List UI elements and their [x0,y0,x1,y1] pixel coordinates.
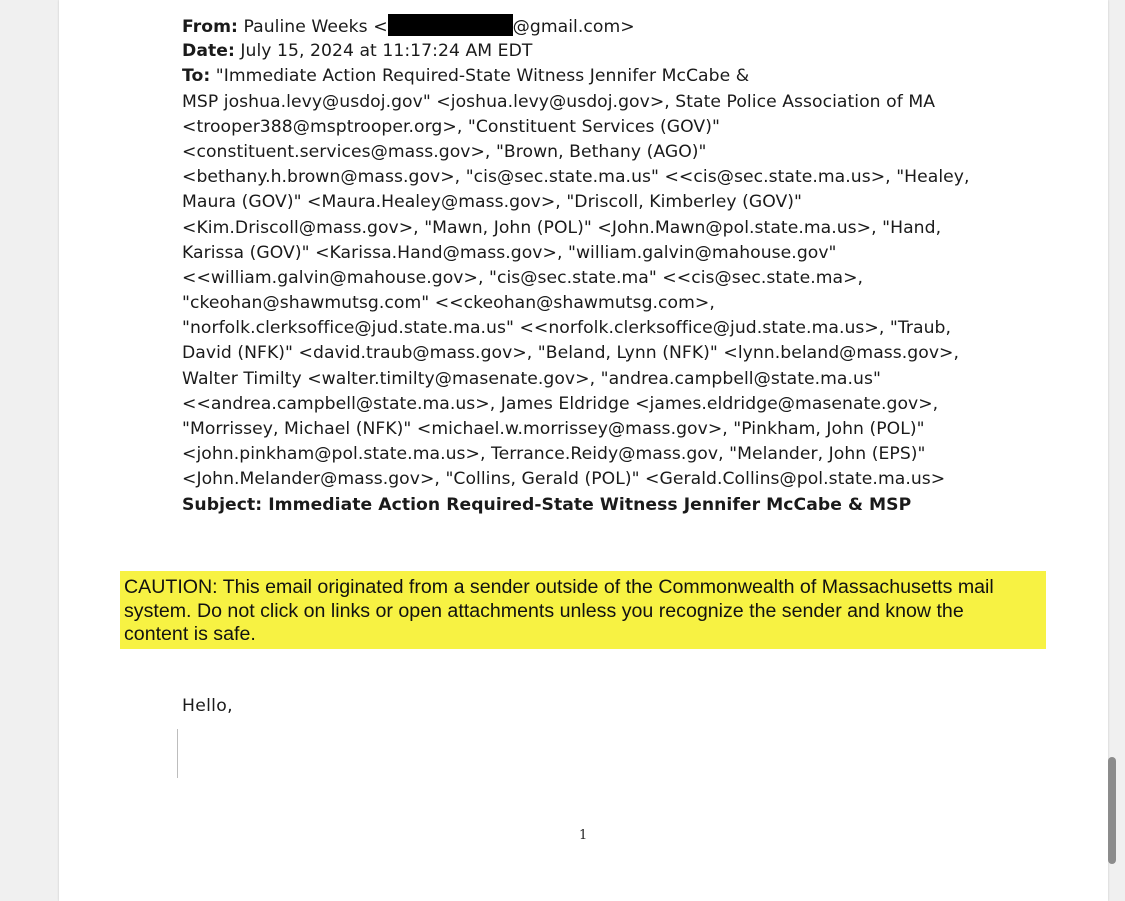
email-header [182,14,1012,518]
to-recipients-line: <John.Melander@mass.gov>, "Collins, Gerald (POL)" <Gerald.Collins@pol.state.ma.us> [182,469,946,490]
to-recipients-line: "ckeohan@shawmutsg.com" <<ckeohan@shawmutsg.com>, [182,293,715,314]
to-label: To: [182,66,211,87]
to-recipients-line: Walter Timilty <walter.timilty@masenate.gov>, "andrea.campbell@state.ma.us" [182,368,881,389]
to-recipients-line: <bethany.h.brown@mass.gov>, "cis@sec.state.ma.us" <<cis@sec.state.ma.us>, "Healey, [182,167,970,188]
scrollbar-thumb[interactable] [1108,757,1116,864]
to-recipients-line: <<william.galvin@mahouse.gov>, "cis@sec.state.ma" <<cis@sec.state.ma>, [182,267,864,288]
to-line [182,64,1012,89]
page-number: 1 [579,828,588,843]
to-recipients-line: <trooper388@msptrooper.org>, "Constituent Services (GOV)" [182,116,720,137]
caution-line: content is safe. [124,623,256,646]
caution-line: CAUTION: This email originated from a sender outside of the Commonwealth of Massachusetts mail [124,576,994,598]
to-recipients-line: <<andrea.campbell@state.ma.us>, James Eldridge <james.eldridge@masenate.gov>, [182,393,939,414]
date-value: July 15, 2024 at 11:17:24 AM EDT [240,41,533,62]
from-label: From: [182,17,238,37]
date-line [182,39,1012,64]
subject-value: Immediate Action Required-State Witness Jennifer McCabe & MSP [268,494,912,515]
to-recipients-line: Karissa (GOV)" <Karissa.Hand@mass.gov>, "william.galvin@mahouse.gov" [182,242,837,263]
to-recipients-line: <constituent.services@mass.gov>, "Brown, Bethany (AGO)" [182,141,707,162]
to-recipients-line: David (NFK)" <david.traub@mass.gov>, "Beland, Lynn (NFK)" <lynn.beland@mass.gov>, [182,343,960,364]
to-recipients-line: MSP joshua.levy@usdoj.gov" <joshua.levy@usdoj.gov>, State Police Association of MA [182,91,936,112]
greeting-text: Hello, [182,696,233,716]
caution-text [124,576,994,647]
redaction-block [388,14,513,36]
to-first-line: "Immediate Action Required-State Witness Jennifer McCabe & [215,66,750,87]
text-cursor-bar [177,729,178,778]
to-recipients-line: "norfolk.clerksoffice@jud.state.ma.us" <<norfolk.clerksoffice@jud.state.ma.us>, "Traub, [182,318,951,339]
from-email-suffix: @gmail.com> [512,17,635,37]
date-label: Date: [182,41,235,62]
to-recipients-line: "Morrissey, Michael (NFK)" <michael.w.morrissey@mass.gov>, "Pinkham, John (POL)" [182,419,925,439]
from-name: Pauline Weeks < [243,17,388,37]
caution-line: system. Do not click on links or open attachments unless you recognize the sender and know the [124,599,964,622]
subject-label: Subject: [182,494,263,515]
to-recipients-line: Maura (GOV)" <Maura.Healey@mass.gov>, "Driscoll, Kimberley (GOV)" [182,192,803,213]
subject-line [182,493,1012,518]
from-line [182,14,1012,39]
document-page [59,0,1108,901]
caution-banner [120,571,1046,649]
to-recipients-line: <john.pinkham@pol.state.ma.us>, Terrance.Reidy@mass.gov, "Melander, John (EPS)" [182,444,926,465]
to-recipients-line: <Kim.Driscoll@mass.gov>, "Mawn, John (POL)" <John.Mawn@pol.state.ma.us>, "Hand, [182,217,942,238]
